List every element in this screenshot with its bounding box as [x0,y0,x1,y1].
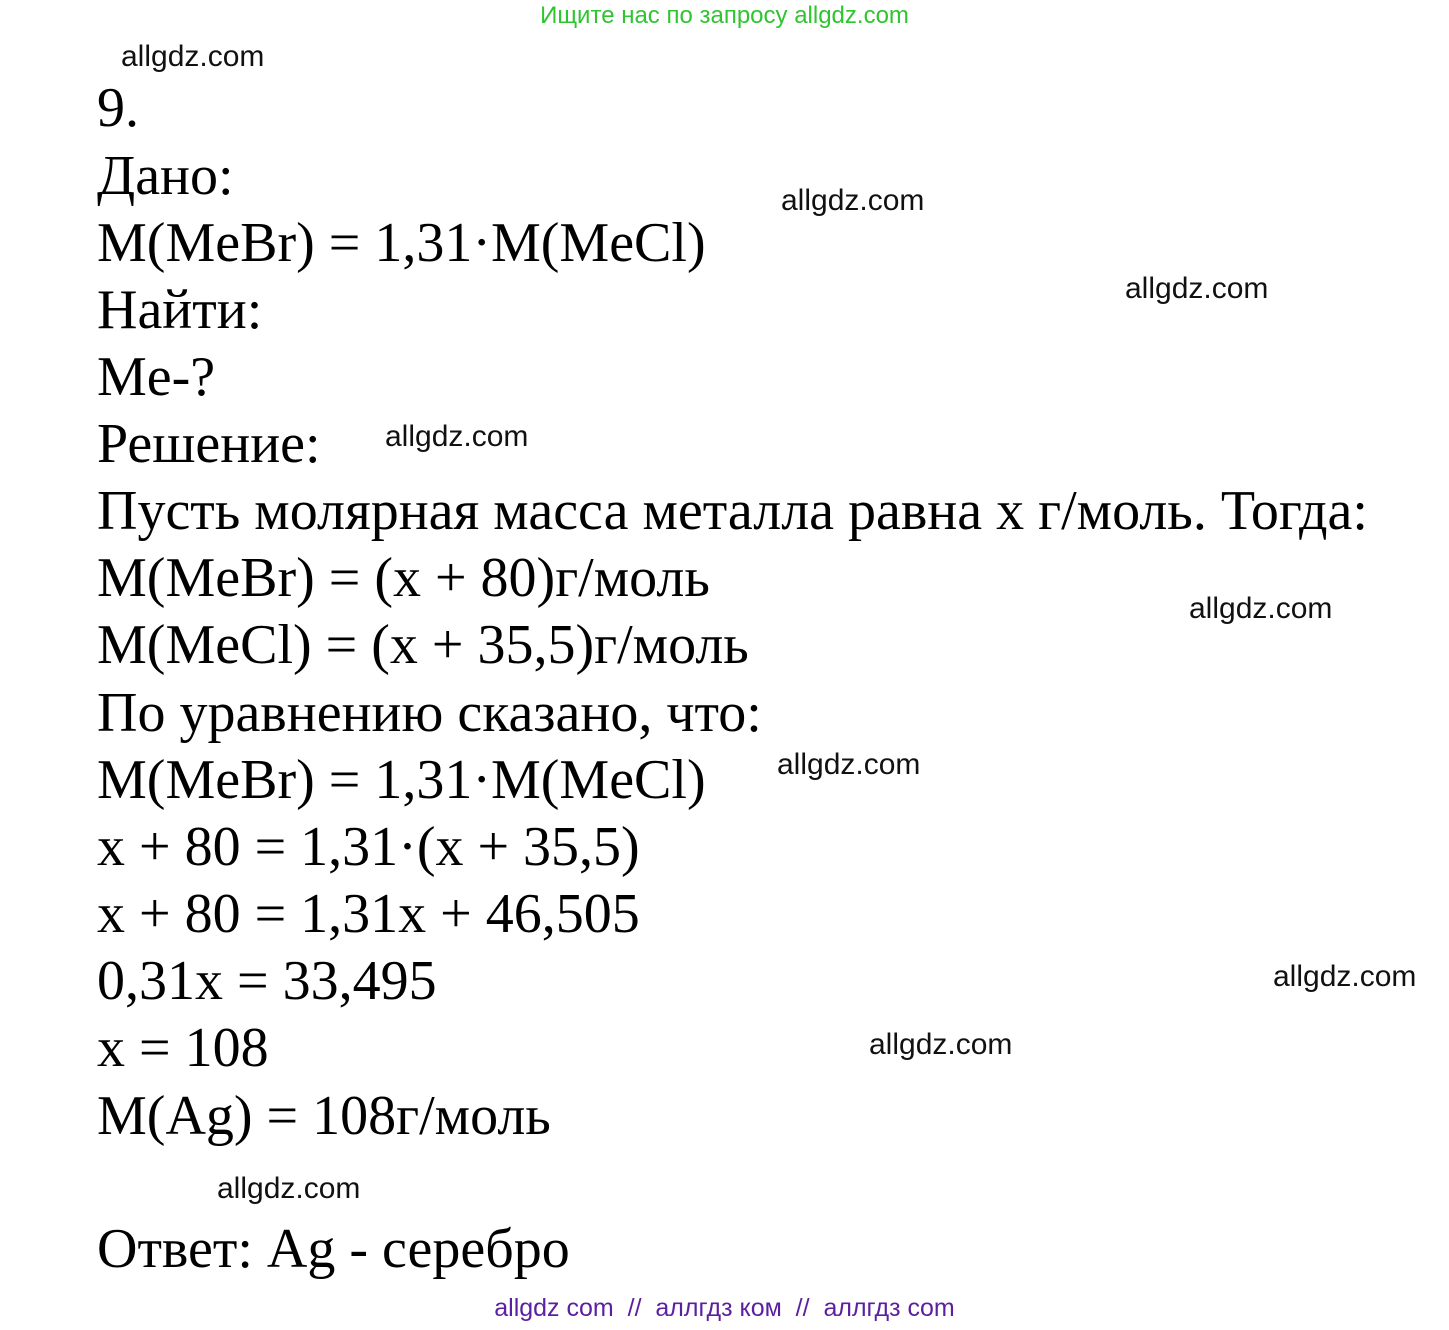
watermark: allgdz.com [777,748,921,781]
watermark: allgdz.com [1125,272,1269,305]
solution-line: 0,31x = 33,495 [97,950,437,1012]
solution-line: Пусть молярная масса металла равна x г/моль. Тогда: [97,480,1368,542]
watermark: allgdz.com [781,184,925,217]
solution-label: Решение: [97,413,321,475]
solution-line: По уравнению сказано, что: [97,682,762,744]
given-label: Дано: [97,145,234,207]
solution-line: x + 80 = 1,31x + 46,505 [97,883,640,945]
watermark: allgdz.com [1273,960,1417,993]
solution-line: M(Ag) = 108г/моль [97,1085,551,1147]
solution-line: M(MeBr) = 1,31·M(MeCl) [97,749,706,811]
find-line: Me-? [97,346,216,408]
given-line: M(MeBr) = 1,31·M(MeCl) [97,212,706,274]
solution-line: M(MeBr) = (x + 80)г/моль [97,547,710,609]
watermark: allgdz.com [121,40,265,73]
watermark: allgdz.com [1189,592,1333,625]
solution-line: x = 108 [97,1017,269,1079]
top-banner-link[interactable]: Ищите нас по запросу allgdz.com [540,2,909,29]
bottom-banner-link[interactable]: allgdz com // аллгдз ком // аллгдз com [494,1294,955,1322]
watermark: allgdz.com [385,420,529,453]
answer-line: Ответ: Ag - серебро [97,1218,570,1280]
problem-number: 9. [97,77,139,139]
solution-line: M(MeCl) = (x + 35,5)г/моль [97,614,749,676]
watermark: allgdz.com [217,1172,361,1205]
watermark: allgdz.com [869,1028,1013,1061]
find-label: Найти: [97,279,263,341]
solution-line: x + 80 = 1,31·(x + 35,5) [97,816,640,878]
